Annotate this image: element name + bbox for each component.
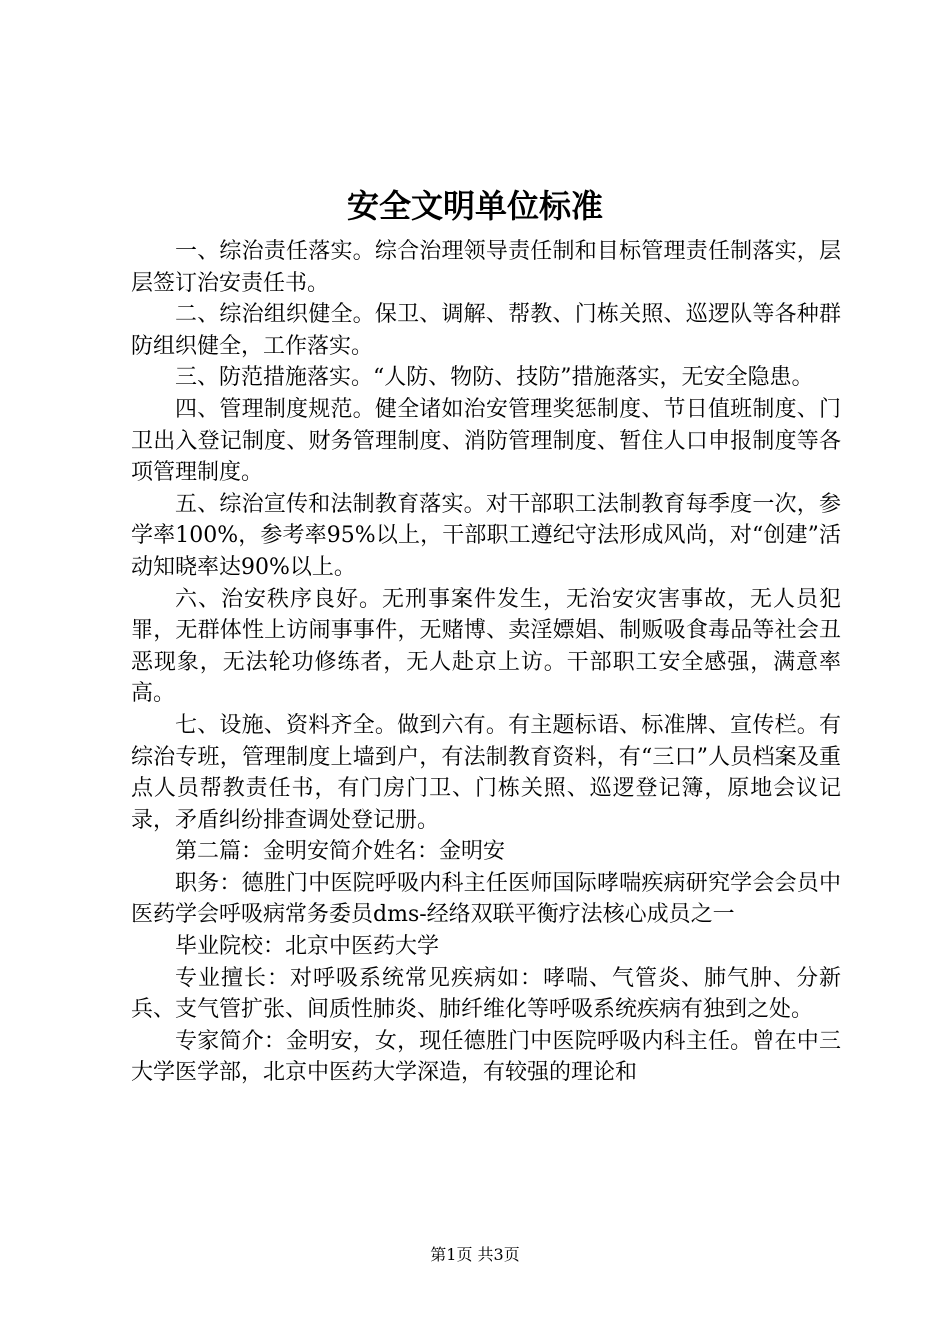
paragraph-position: 职务：德胜门中医院呼吸内科主任医师国际哮喘疾病研究学会会员中医药学会呼吸病常务委员dms-经络双联平衡疗法核心成员之一 — [131, 870, 841, 928]
document-body — [131, 236, 841, 1089]
paragraph-school: 毕业院校：北京中医药大学 — [175, 934, 440, 960]
document-title: 安全文明单位标准 — [346, 187, 603, 225]
paragraph-specialty: 专业擅长：对呼吸系统常见疾病如：哮喘、气管炎、肺气肿、分新兵、支气管扩张、间质性肺炎、肺纤维化等呼吸系统疾病有独到之处。 — [131, 965, 841, 1023]
paragraph-profile: 专家简介：金明安，女，现任德胜门中医院呼吸内科主任。曾在中三大学医学部，北京中医药大学深造，有较强的理论和 — [131, 1028, 841, 1086]
paragraph-5: 五、综治宣传和法制教育落实。对干部职工法制教育每季度一次，参学率100%，参考率95%以上，干部职工遵纪守法形成风尚，对“创建”活动知晓率达90%以上。 — [131, 491, 841, 580]
section-heading: 第二篇：金明安简介姓名：金明安 — [175, 839, 506, 865]
paragraph-7: 七、设施、资料齐全。做到六有。有主题标语、标准牌、宣传栏。有综治专班，管理制度上墙到户，有法制教育资料，有“三口”人员档案及重点人员帮教责任书，有门房门卫、门栋关照、巡逻登记簿，原地会议记录，矛盾纠纷排查调处登记册。 — [131, 712, 841, 833]
paragraph-2: 二、综治组织健全。保卫、调解、帮教、门栋关照、巡逻队等各种群防组织健全，工作落实。 — [131, 302, 841, 359]
paragraph-3: 三、防范措施落实。“人防、物防、技防”措施落实，无安全隐患。 — [175, 365, 814, 391]
paragraph-6: 六、治安秩序良好。无刑事案件发生，无治安灾害事故，无人员犯罪，无群体性上访闹事事件，无赌博、卖淫嫖娼、制贩吸食毒品等社会丑恶现象，无法轮功修练者，无人赴京上访。干部职工安全感强，满意率高。 — [131, 586, 841, 707]
paragraph-1: 一、综治责任落实。综合治理领导责任制和目标管理责任制落实，层层签订治安责任书。 — [131, 239, 841, 296]
paragraph-4: 四、管理制度规范。健全诸如治安管理奖惩制度、节日值班制度、门卫出入登记制度、财务管理制度、消防管理制度、暂住人口申报制度等各项管理制度。 — [131, 396, 841, 486]
page-footer: 第1页 共3页 — [430, 1245, 520, 1264]
